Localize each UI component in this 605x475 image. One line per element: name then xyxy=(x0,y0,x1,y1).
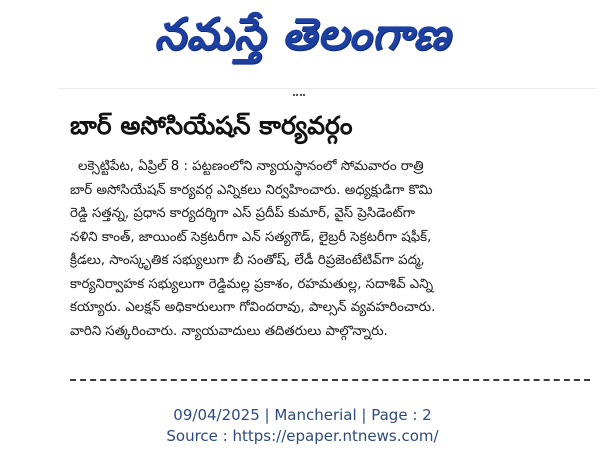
article-body xyxy=(70,155,588,343)
clipping-caption xyxy=(0,405,605,447)
newspaper-logo: నమస్తే తెలంగాణ xyxy=(154,9,451,60)
article-line: నళిని కాంత్, జాయింట్ సెక్రటరీగా ఎన్ సత్యగౌడ్, లైబ్రరీ సెక్రటరీగా షఫీక్, xyxy=(70,229,432,245)
article-line: వారిని సత్కరించారు. న్యాయవాదులు తదితరులు పాల్గొన్నారు. xyxy=(70,323,388,339)
clipping-bottom-edge xyxy=(70,379,590,381)
article-line: కార్యనిర్వాహక సభ్యులుగా రెడ్డిమల్ల ప్రకాశం, రహమతుల్ల, సదాశివ్ ఎన్ని xyxy=(70,276,434,292)
news-clipping xyxy=(58,88,596,389)
article-line: క్రీడలు, సాంస్కృతిక సభ్యులుగా బీ సంతోష్, లేడీ రిప్రజెంటేటివ్‌గా పద్మ, xyxy=(70,253,425,268)
article-line: రెడ్డి సత్తన్న, ప్రధాన కార్యదర్శిగా ఎస్ ప్రదీప్ కుమార్, వైస్ ప్రెసిడెంట్‌గా xyxy=(70,206,416,221)
source-link[interactable]: Source : https://epaper.ntnews.com/ xyxy=(166,427,439,445)
article-headline: బార్ అసోసియేషన్ కార్యవర్గం xyxy=(70,111,353,140)
clipping-edge-mark xyxy=(293,94,305,100)
article-line: లక్సెట్టిపేట, ఏప్రిల్ 8 : పట్టణంలోని న్యాయస్థానంలో సోమవారం రాత్రి xyxy=(78,159,424,174)
edition-info: 09/04/2025 | Mancherial | Page : 2 xyxy=(173,406,432,424)
article-line: బార్ అసోసియేషన్ కార్యవర్గ ఎన్నికలు నిర్వహించారు. అధ్యక్షుడిగా కొమి xyxy=(70,182,433,198)
masthead xyxy=(0,0,605,80)
article-line: కయ్యారు. ఎలక్షన్ అధికారులుగా గోవిందరావు, పాల్సన్ వ్యవహరించారు. xyxy=(70,300,436,315)
